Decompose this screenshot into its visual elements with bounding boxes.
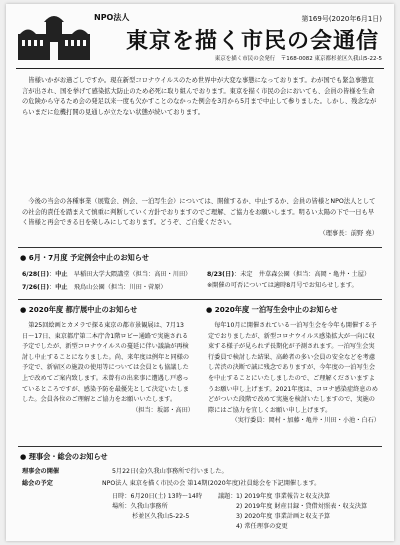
chairman-signature: （理事長：前野 堯） (319, 229, 378, 237)
agenda-label: 議題： (218, 493, 237, 500)
schedule-date: 8/23(日) (207, 271, 235, 278)
board-section-title: ● 理事会・総会のお知らせ (20, 452, 108, 461)
divider (18, 299, 382, 300)
publisher-address: 東京を描く市民の会発行 〒168-0082 東京都杉並区久我山5-22-5 (214, 56, 382, 62)
meeting-place: 場所：久我山事務所 (112, 503, 168, 510)
trip-text (208, 321, 380, 427)
board-info (22, 467, 382, 537)
board-value: NPO法人 東京を描く市民の会 第14期(2020年度)社員総会を下記開催します。 (102, 480, 321, 487)
board-label: 総会の予定 (22, 480, 53, 487)
schedule-item: 6/28(日)：中止 早稲田大学大隈講堂（担当：高田・川田） (22, 271, 192, 278)
agenda-item: 2) 2019年度 財産目録・貸借対照表・収支決算 (236, 503, 368, 510)
schedule-venue: 井草森公園（担当：高岡・亀井・土屋） (258, 271, 371, 278)
board-value: 5月22日(金)久我山事務所で行いました。 (112, 468, 228, 475)
trip-body: 毎年10月に開催されている一泊写生会を今年も開催する予定でおりましたが、新型コロナウイルス感染拡大が一向に収束する様子が見られず長期化が予測されます。一泊写生会実行委員で検討した結果、高齢者の多い会員の安全などを考慮し苦渋の決断で誠に残念でありますが、今年度の一泊写生会を中止することにいたしましたので、ご理解くださいますようお願い申し上げます。2021年度は、コロナ感染症終息のめどがついた段階で改めて実施を検討いたしますので、実施の際にはご協力を宜しくお願い申し上げます。 (208, 322, 378, 414)
intro-paragraph-1: 皆様いかがお過ごしですか。現在新型コロナウイルスのため世界中が大変な事態になっております。わが国でも緊急事態宣言が出され、国を挙げて感染拡大防止のため必死に取り組んでおります。東京を描く市民の会においても、会員の皆様を生命の危険から守るため会の発足以来一度も欠かすことのなかった例会を3月から5月まで中止して参りました。しかし、残念ながらいまだに危機打開の見通しが立たない状態が続いております。 (22, 77, 377, 116)
meeting-section-title: ● 6月・7月度 予定例会中止のお知らせ (20, 253, 149, 262)
schedule-item: 7/26(日)：中止 飛鳥山公園（担当：川田・菅原） (22, 284, 167, 291)
schedule-status: 未定 (240, 271, 253, 278)
meeting-time: 日時：6月20日(土) 13時〜14時 (112, 493, 203, 500)
intro-paragraph-2-text: 今後の当会の各種事業（展覧会、例会、一泊写生会）については、開催するか、中止するか、会員の皆様とNPO法人としての社会的責任を踏まえて慎重に判断していく方針でおりますのでご理解、ご協力をお願いします。明るい太陽の下で一日も早く皆様と再会できる日を楽しみにしております。どうぞ、ご自愛ください。 (22, 198, 376, 227)
trip-section-title: ● 2020年度 一泊写生会中止のお知らせ (206, 305, 338, 314)
exhibit-text (22, 321, 194, 416)
station-building-icon (16, 12, 92, 62)
board-label: 理事会の開催 (22, 468, 60, 475)
schedule-venue: 早稲田大学大隈講堂（担当：高田・川田） (73, 271, 192, 278)
newsletter-page (6, 4, 394, 541)
schedule-status: 中止 (55, 271, 68, 278)
schedule-date: 7/26(日) (22, 284, 50, 291)
schedule-date: 6/28(日) (22, 271, 50, 278)
agenda-item: 3) 2020年度 事業計画と収支予算 (236, 513, 331, 520)
divider (18, 247, 382, 248)
exhibit-section-title: ● 2020年度 都庁展中止のお知らせ (20, 305, 138, 314)
trip-signature: （実行委員：岡村・加藤・亀井・川田・小池・白石） (231, 417, 380, 425)
schedule-venue: 飛鳥山公園（担当：川田・菅原） (73, 284, 167, 291)
masthead (16, 10, 384, 69)
meeting-address: 杉並区久我山5-22-5 (132, 513, 190, 520)
schedule-status: 中止 (55, 284, 68, 291)
exhibit-body: 第25回絵画とカメラで探る東京の都市景観展は、7月13日〜17日、東京都庁第二本庁舎1階ロビー通路で実施される予定でしたが、新型コロナウイルスの蔓延に伴い議論が再検討し中止することになりました。尚、来年度は例年と同様の予定で、新宿区の施設の使用等については会員とも協議した上で改めてご案内致します。未曾有の出来事に遭遇し戸惑っているところですが、感染予防を最優先として決定いたしました。会員各位のご理解とご協力をお願いいたします。 (22, 322, 190, 404)
schedule-item: 8/23(日)：未定 井草森公園（担当：高岡・亀井・土屋） (207, 271, 371, 278)
divider (18, 446, 382, 447)
newsletter-title: 東京を描く市民の会通信 (126, 28, 380, 54)
agenda-item: 4) 常任理事の変更 (236, 523, 288, 530)
intro-paragraph-2 (22, 197, 378, 239)
agenda-item: 1) 2019年度 事業報告と収支決算 (236, 493, 331, 500)
exhibit-signature: （担当：坂部・高田） (132, 406, 194, 414)
org-type: NPO法人 (94, 13, 130, 22)
schedule-note: ※開催の可否については適時8月号でお知らせします。 (207, 282, 358, 289)
issue-number: 第169号(2020年6月1日) (301, 15, 382, 23)
